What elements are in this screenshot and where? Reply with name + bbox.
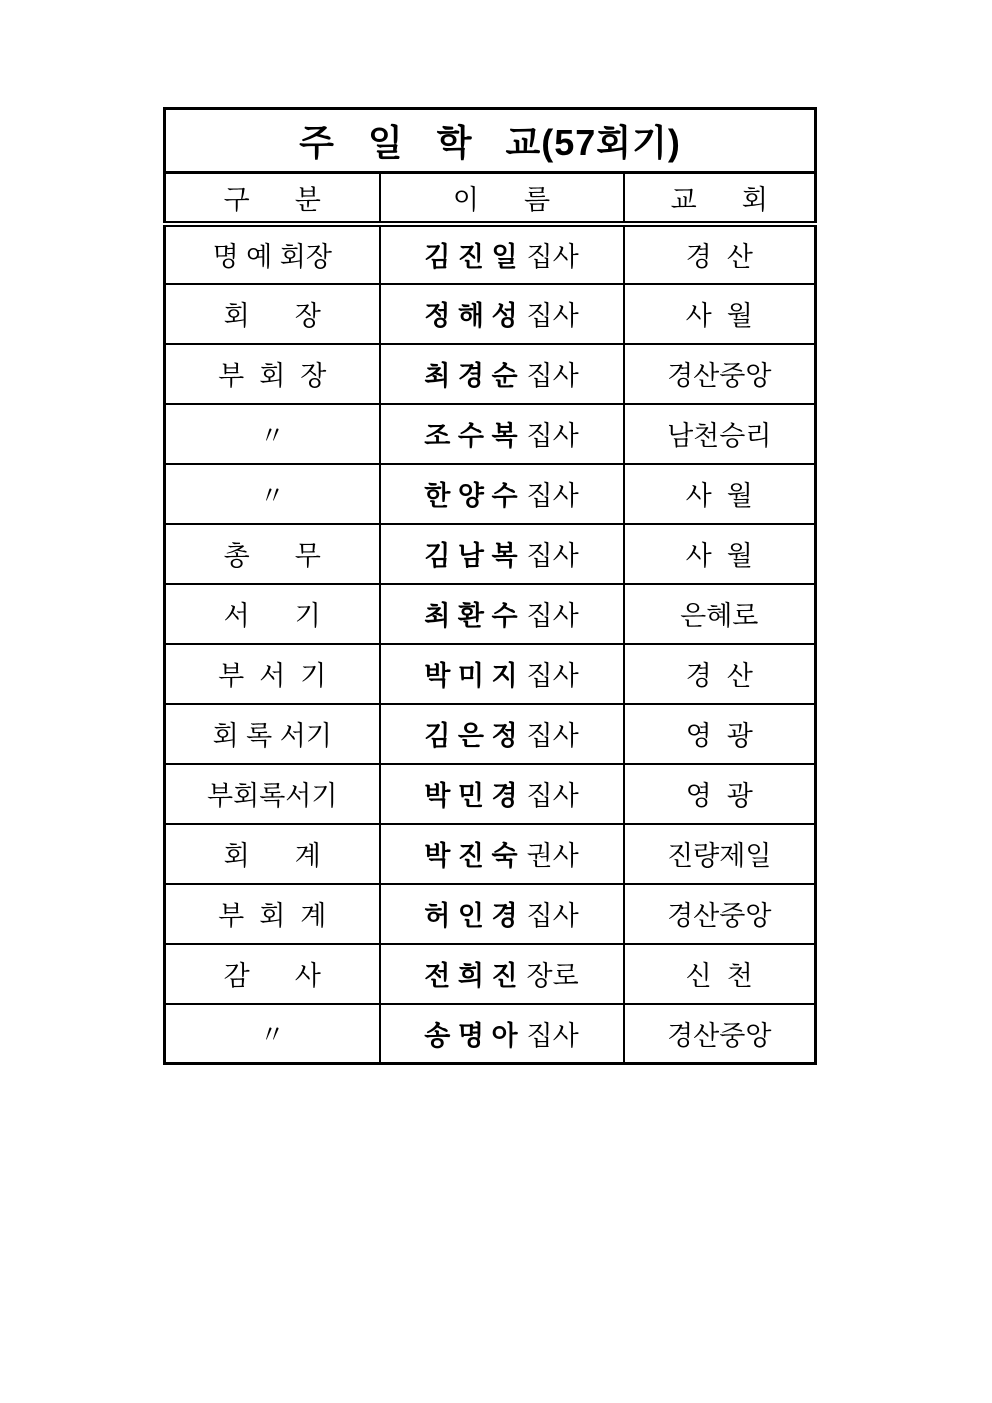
church-cell: 영 광 [624, 704, 816, 764]
name-cell [380, 1004, 624, 1064]
table-row [165, 884, 816, 944]
category-cell: 서 기 [165, 584, 380, 644]
table-body [165, 224, 816, 1064]
person-title: 집사 [526, 901, 579, 931]
person-title: 장로 [526, 961, 579, 991]
church-cell: 경산중앙 [624, 344, 816, 404]
header-row [165, 173, 816, 224]
church-cell: 남천승리 [624, 404, 816, 464]
person-name: 박 민 경 [424, 781, 518, 811]
church-cell: 경 산 [624, 224, 816, 284]
person-name: 허 인 경 [424, 901, 518, 931]
category-cell: 부 회 장 [165, 344, 380, 404]
person-name: 송 명 아 [424, 1020, 518, 1051]
category-cell: 총 무 [165, 524, 380, 584]
table-row [165, 824, 816, 884]
column-header-name: 이 름 [380, 173, 624, 224]
name-cell [380, 284, 624, 344]
category-cell: 감 사 [165, 944, 380, 1004]
table-row [165, 704, 816, 764]
name-cell [380, 404, 624, 464]
person-title: 집사 [526, 421, 579, 451]
person-title: 집사 [526, 661, 579, 691]
person-name: 한 양 수 [424, 481, 518, 511]
name-cell [380, 824, 624, 884]
church-cell: 은혜로 [624, 584, 816, 644]
person-name: 박 진 숙 [424, 841, 518, 871]
person-name: 김 은 정 [424, 721, 518, 751]
person-title: 집사 [526, 1020, 579, 1051]
column-header-church: 교 회 [624, 173, 816, 224]
person-title: 집사 [526, 301, 579, 331]
name-cell [380, 944, 624, 1004]
person-name: 김 진 일 [424, 242, 518, 272]
person-name: 박 미 지 [424, 661, 518, 691]
name-cell [380, 764, 624, 824]
table-row [165, 284, 816, 344]
category-cell: 회 계 [165, 824, 380, 884]
table-row [165, 584, 816, 644]
person-title: 집사 [526, 781, 579, 811]
name-cell [380, 704, 624, 764]
church-cell: 경 산 [624, 644, 816, 704]
person-title: 집사 [526, 721, 579, 751]
church-cell: 사 월 [624, 524, 816, 584]
table-row [165, 404, 816, 464]
category-cell: 〃 [165, 1004, 380, 1064]
person-title: 권사 [526, 841, 579, 871]
person-title: 집사 [526, 242, 579, 272]
table-row [165, 344, 816, 404]
table-row [165, 644, 816, 704]
table-row [165, 764, 816, 824]
name-cell [380, 224, 624, 284]
table-row [165, 464, 816, 524]
person-title: 집사 [526, 541, 579, 571]
church-cell: 영 광 [624, 764, 816, 824]
church-cell: 진량제일 [624, 824, 816, 884]
person-title: 집사 [526, 361, 579, 391]
category-cell: 부회록서기 [165, 764, 380, 824]
table-row [165, 1004, 816, 1064]
person-name: 전 희 진 [424, 961, 518, 991]
church-cell: 사 월 [624, 284, 816, 344]
name-cell [380, 344, 624, 404]
category-cell: 〃 [165, 464, 380, 524]
category-cell: 명 예 회장 [165, 224, 380, 284]
person-name: 최 환 수 [424, 601, 518, 631]
person-title: 집사 [526, 481, 579, 511]
church-cell: 경산중앙 [624, 1004, 816, 1064]
table-title: 주 일 학 교(57회기) [165, 109, 816, 173]
church-cell: 경산중앙 [624, 884, 816, 944]
category-cell: 회 록 서기 [165, 704, 380, 764]
category-cell: 부 서 기 [165, 644, 380, 704]
name-cell [380, 884, 624, 944]
name-cell [380, 464, 624, 524]
church-cell: 사 월 [624, 464, 816, 524]
table-row [165, 524, 816, 584]
church-cell: 신 천 [624, 944, 816, 1004]
column-header-category: 구 분 [165, 173, 380, 224]
table-row [165, 944, 816, 1004]
person-name: 최 경 순 [424, 361, 518, 391]
name-cell [380, 644, 624, 704]
person-name: 김 남 복 [424, 541, 518, 571]
category-cell: 회 장 [165, 284, 380, 344]
category-cell: 〃 [165, 404, 380, 464]
name-cell [380, 524, 624, 584]
person-name: 정 해 성 [424, 301, 518, 331]
category-cell: 부 회 계 [165, 884, 380, 944]
title-row [165, 109, 816, 173]
person-name: 조 수 복 [424, 421, 518, 451]
person-title: 집사 [526, 601, 579, 631]
sunday-school-roster-table [163, 107, 817, 1065]
table-row [165, 224, 816, 284]
name-cell [380, 584, 624, 644]
